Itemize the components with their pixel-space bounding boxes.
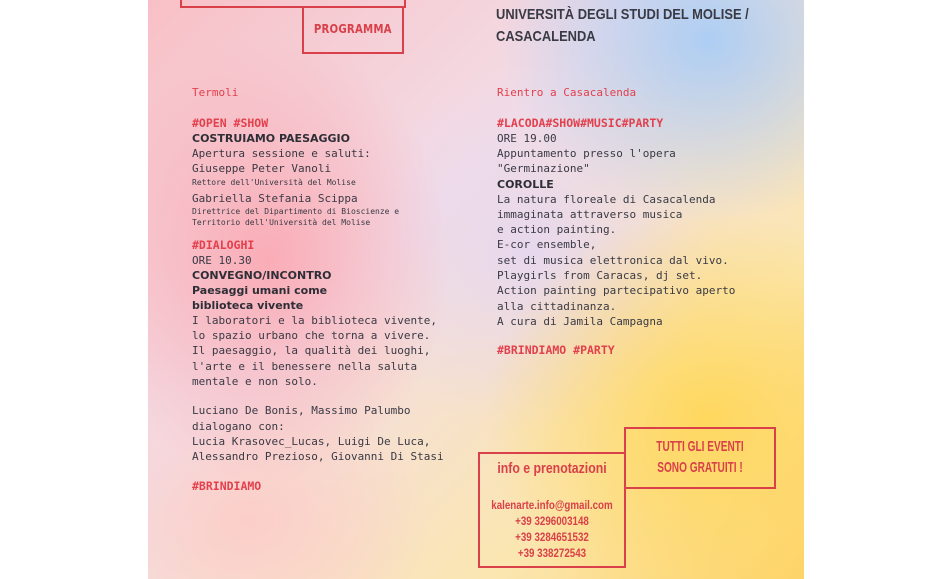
university-header bbox=[496, 4, 749, 48]
speaker-name: Gabriella Stefania Scippa bbox=[192, 191, 358, 205]
tag-dialoghi: #DIALOGHI bbox=[192, 237, 255, 252]
contact-phone: +39 3296003148 bbox=[515, 516, 589, 528]
description-line: La natura floreale di Casacalenda bbox=[497, 192, 716, 206]
session-text: Appuntamento presso l'opera bbox=[497, 147, 676, 160]
contact-email: kalenarte.info@gmail.com bbox=[491, 500, 613, 512]
description-line: Playgirls from Caracas, dj set. bbox=[497, 269, 703, 283]
people-line: dialogano con: bbox=[192, 419, 285, 433]
programma-box bbox=[302, 6, 404, 54]
description-line: mentale e non solo. bbox=[192, 375, 318, 389]
description-line: lo spazio urbano che torna a vivere. bbox=[192, 329, 431, 343]
session-title-convegno: CONVEGNO/INCONTRO bbox=[192, 268, 332, 282]
description-line: Il paesaggio, la qualità dei luoghi, bbox=[192, 344, 431, 358]
description-line: l'arte e il benessere nella saluta bbox=[192, 359, 418, 373]
description-line: alla cittadinanza. bbox=[497, 299, 617, 313]
tag-lacoda-show-music-party: #LACODA#SHOW#MUSIC#PARTY bbox=[497, 116, 664, 130]
session-time: ORE 19.00 bbox=[497, 132, 557, 145]
tag-brindiamo: #BRINDIAMO bbox=[192, 478, 262, 493]
description-line: Action painting partecipativo aperto bbox=[497, 284, 736, 298]
programma-label: PROGRAMMA bbox=[314, 22, 392, 36]
people-line: Luciano De Bonis, Massimo Palumbo bbox=[192, 404, 411, 418]
description-line: immaginata attraverso musica bbox=[497, 207, 683, 221]
info-title: info e prenotazioni bbox=[497, 460, 607, 477]
session-subtitle: biblioteca vivente bbox=[192, 298, 304, 312]
tag-open-show: #OPEN #SHOW bbox=[192, 116, 269, 130]
description-line: e action painting. bbox=[497, 223, 617, 237]
people-line: Lucia Krasovec_Lucas, Luigi De Luca, bbox=[192, 434, 431, 448]
session-subtitle: Paesaggi umani come bbox=[192, 283, 328, 297]
description-line: I laboratori e la biblioteca vivente, bbox=[192, 313, 438, 327]
free-events-line-2: SONO GRATUITI ! bbox=[657, 459, 743, 476]
event-poster bbox=[148, 0, 804, 579]
speaker-role: Direttrice del Dipartimento di Bioscienze e bbox=[192, 206, 400, 216]
contact-phone: +39 3284651532 bbox=[515, 532, 589, 544]
location-termoli: Termoli bbox=[192, 86, 239, 99]
session-title-costruiamo: COSTRUIAMO PAESAGGIO bbox=[192, 132, 351, 145]
description-line: set di musica elettronica dal vivo. bbox=[497, 253, 729, 267]
people-line: Alessandro Prezioso, Giovanni Di Stasi bbox=[192, 450, 444, 464]
info-box bbox=[478, 452, 626, 568]
university-line-1: UNIVERSITÀ DEGLI STUDI DEL MOLISE / bbox=[496, 6, 749, 23]
university-line-2: CASACALENDA bbox=[496, 28, 596, 45]
right-column bbox=[497, 86, 787, 358]
description-line: A cura di Jamila Campagna bbox=[497, 314, 663, 328]
free-events-line-1: TUTTI GLI EVENTI bbox=[656, 438, 744, 455]
session-text: "Germinazione" bbox=[497, 162, 590, 176]
session-title-corolle: COROLLE bbox=[497, 177, 554, 191]
speaker-role: Territorio dell'Università del Molise bbox=[192, 217, 371, 227]
session-text: Apertura sessione e saluti: bbox=[192, 147, 371, 160]
session-time: ORE 10.30 bbox=[192, 253, 252, 267]
speaker-name: Giuseppe Peter Vanoli bbox=[192, 162, 332, 176]
contact-phone: +39 338272543 bbox=[517, 548, 587, 560]
location-casacalenda: Rientro a Casacalenda bbox=[497, 86, 637, 99]
speaker-role: Rettore dell'Università del Molise bbox=[192, 177, 356, 187]
tag-brindiamo-party: #BRINDIAMO #PARTY bbox=[497, 343, 615, 358]
free-events-box bbox=[624, 427, 776, 489]
left-column bbox=[192, 86, 472, 494]
description-line: E-cor ensemble, bbox=[497, 238, 597, 252]
